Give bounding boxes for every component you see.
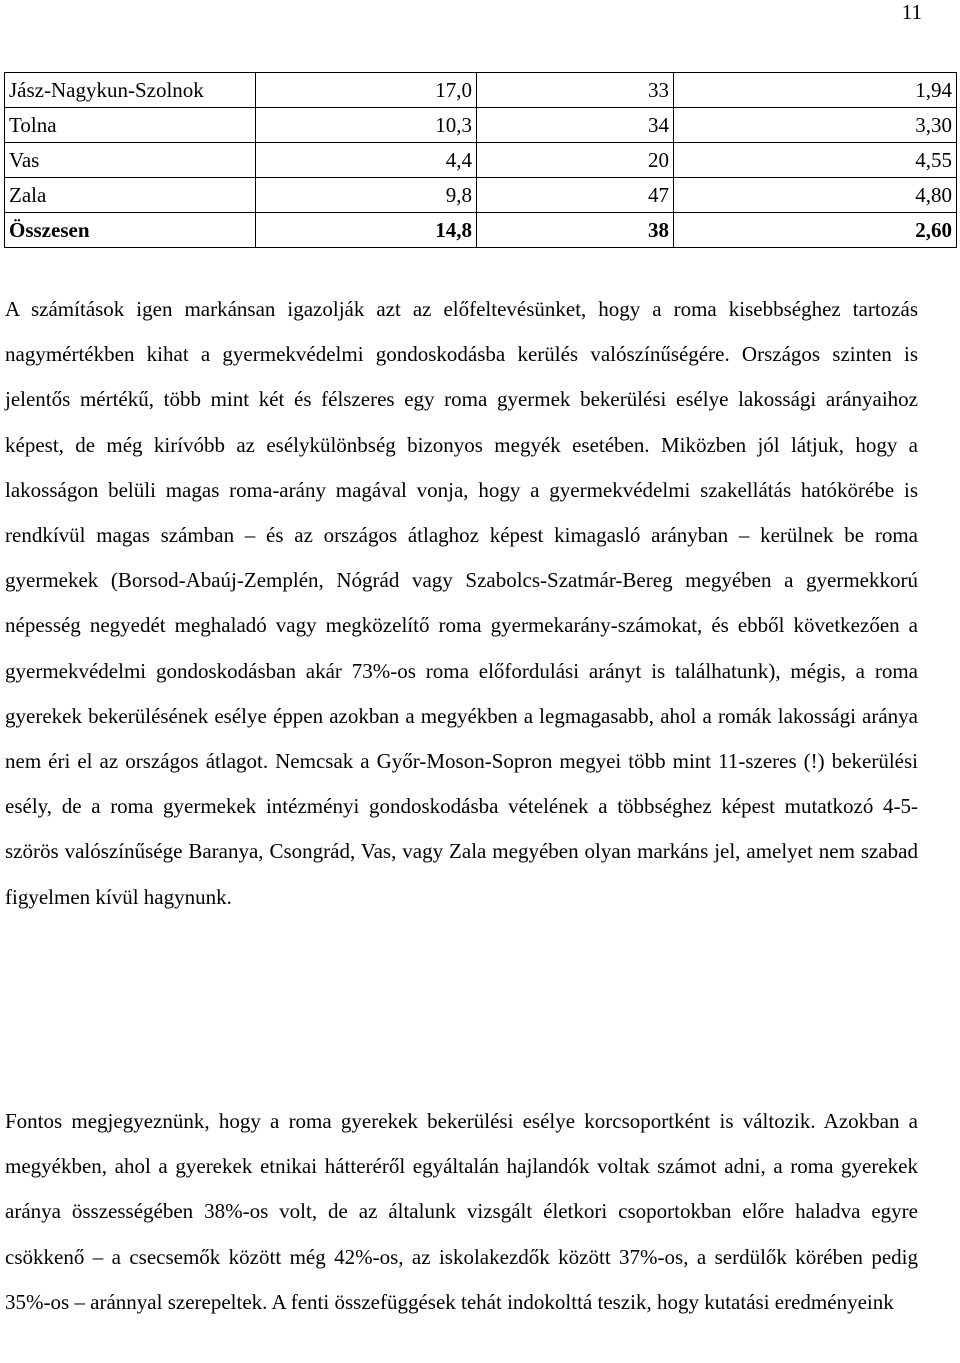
value-cell-3: 4,80	[674, 178, 957, 213]
county-data-table	[4, 72, 957, 248]
county-name-cell: Tolna	[5, 108, 256, 143]
table-row	[5, 73, 957, 108]
total-label-cell: Összesen	[5, 213, 256, 248]
table-total-row	[5, 213, 957, 248]
total-value-cell-3: 2,60	[674, 213, 957, 248]
county-name-cell: Vas	[5, 143, 256, 178]
value-cell-1: 9,8	[256, 178, 477, 213]
value-cell-2: 34	[477, 108, 674, 143]
county-name-cell: Jász-Nagykun-Szolnok	[5, 73, 256, 108]
value-cell-2: 33	[477, 73, 674, 108]
value-cell-3: 3,30	[674, 108, 957, 143]
value-cell-3: 4,55	[674, 143, 957, 178]
total-value-cell-2: 38	[477, 213, 674, 248]
body-paragraph-1: A számítások igen markánsan igazolják azt az előfeltevésünket, hogy a roma kisebbséghez tartozás nagymértékben kihat a gyermekvédelmi gondoskodásba kerülés valószínűségére. Országos szinten is jelentős mértékű, több mint két és félszeres egy roma gyermek bekerülési esélye lakossági arányaihoz képest, de még kirívóbb az esélykülönbség bizonyos megyék esetében. Miközben jól látjuk, hogy a lakosságon belüli magas roma-arány magával vonja, hogy a gyermekvédelmi szakellátás hatókörébe is rendkívül magas számban – és az országos átlaghoz képest kimagasló arányban – kerülnek be roma gyermekek (Borsod-Abaúj-Zemplén, Nógrád vagy Szabolcs-Szatmár-Bereg megyében a gyermekkorú népesség negyedét meghaladó vagy megközelítő roma gyermekarány-számokat, és ebből következően a gyermekvédelmi gondoskodásban akár 73%-os roma előfordulási arányt is találhatunk), mégis, a roma gyerekek bekerülésének esélye éppen azokban a megyékben a legmagasabb, ahol a romák lakossági aránya nem éri el az országos átlagot. Nemcsak a Győr-Moson-Sopron megyei több mint 11-szeres (!) bekerülési esély, de a roma gyermekek intézményi gondoskodásba vételének a többséghez képest mutatkozó 4-5-szörös valószínűsége Baranya, Csongrád, Vas, vagy Zala megyében olyan markáns jel, amelyet nem szabad figyelmen kívül hagynunk.	[5, 297, 918, 909]
body-paragraph-2: Fontos megjegyeznünk, hogy a roma gyerekek bekerülési esélye korcsoportként is változik. Azokban a megyékben, ahol a gyerekek etnikai hátteréről egyáltalán hajlandók voltak számot adni, a roma gyerekek aránya összességében 38%-os volt, de az általunk vizsgált életkori csoportokban előre haladva egyre csökkenő – a csecsemők között még 42%-os, az iskolakezdők között 37%-os, a serdülők körében pedig 35%-os – aránnyal szerepeltek. A fenti összefüggések tehát indokolttá teszik, hogy kutatási eredményeink	[5, 1109, 918, 1314]
table-row	[5, 178, 957, 213]
value-cell-1: 10,3	[256, 108, 477, 143]
table-row	[5, 108, 957, 143]
value-cell-1: 17,0	[256, 73, 477, 108]
table-row	[5, 143, 957, 178]
value-cell-3: 1,94	[674, 73, 957, 108]
value-cell-2: 47	[477, 178, 674, 213]
value-cell-1: 4,4	[256, 143, 477, 178]
page-number: 11	[901, 0, 922, 24]
value-cell-2: 20	[477, 143, 674, 178]
total-value-cell-1: 14,8	[256, 213, 477, 248]
county-name-cell: Zala	[5, 178, 256, 213]
